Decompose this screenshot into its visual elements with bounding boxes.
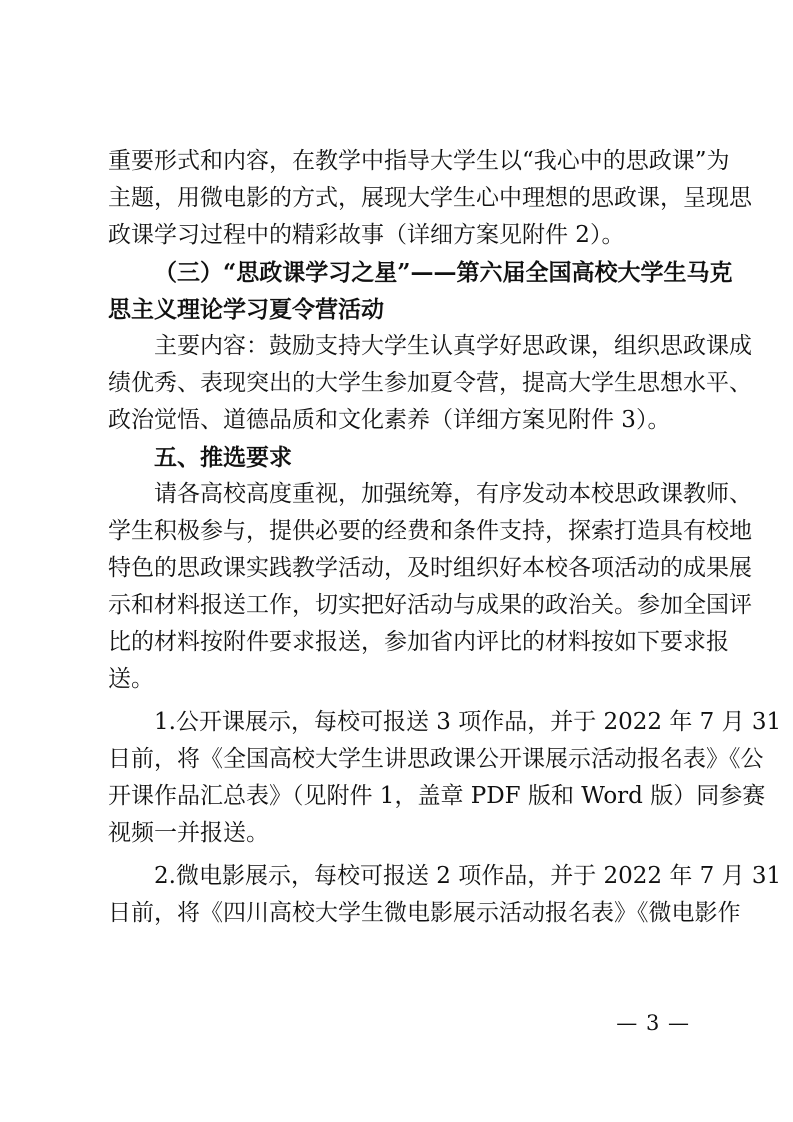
text-line: 比的材料按附件要求报送，参加省内评比的材料按如下要求报 <box>108 629 729 655</box>
text-line: 示和材料报送工作，切实把好活动与成果的政治关。参加全国评 <box>108 592 752 618</box>
page-number: — 3 — <box>616 1011 690 1035</box>
text-line: 2.微电影展示，每校可报送 2 项作品，并于 2022 年 7 月 31 <box>154 863 782 889</box>
text-line: 日前，将《四川高校大学生微电影展示活动报名表》《微电影作 <box>108 900 741 926</box>
text-line: 1.公开课展示，每校可报送 3 项作品，并于 2022 年 7 月 31 <box>154 709 782 735</box>
section-3-heading <box>108 257 733 325</box>
text-line: 送。 <box>108 666 154 692</box>
item-1 <box>108 707 782 849</box>
section-5-heading <box>108 442 690 473</box>
section-5-body <box>108 479 752 695</box>
text-line: 视频一并报送。 <box>108 820 269 846</box>
text-line: 主题，用微电影的方式，展现大学生心中理想的思政课，呈现思 <box>108 185 752 211</box>
heading-line: 思主义理论学习夏令营活动 <box>108 296 384 323</box>
item-2 <box>108 861 782 929</box>
section-3-body <box>108 331 752 436</box>
text-line: 政治觉悟、道德品质和文化素养（详细方案见附件 3）。 <box>108 407 671 433</box>
text-line: 开课作品汇总表》（见附件 1，盖章 PDF 版和 Word 版）同参赛 <box>108 783 766 809</box>
heading-line: 五、推选要求 <box>154 444 292 471</box>
paragraph-continuation <box>108 146 752 251</box>
text-line: 请各高校高度重视，加强统筹，有序发动本校思政课教师、 <box>154 481 752 507</box>
text-line: 日前，将《全国高校大学生讲思政课公开课展示活动报名表》《公 <box>108 746 764 772</box>
heading-line: （三）“思政课学习之星”——第六届全国高校大学生马克 <box>154 259 733 286</box>
text-line: 政课学习过程中的精彩故事（详细方案见附件 2）。 <box>108 222 625 248</box>
text-line: 特色的思政课实践教学活动，及时组织好本校各项活动的成果展 <box>108 555 752 581</box>
text-line: 学生积极参与，提供必要的经费和条件支持，探索打造具有校地 <box>108 518 752 544</box>
text-line: 重要形式和内容，在教学中指导大学生以“我心中的思政课”为 <box>108 148 730 174</box>
text-line: 绩优秀、表现突出的大学生参加夏令营，提高大学生思想水平、 <box>108 370 752 396</box>
text-line: 主要内容：鼓励支持大学生认真学好思政课，组织思政课成 <box>154 333 752 359</box>
document-body <box>108 146 782 935</box>
